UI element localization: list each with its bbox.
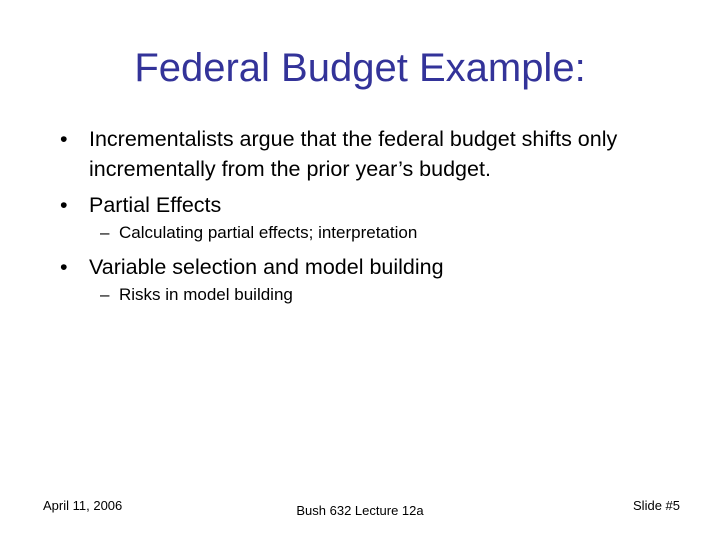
bullet-text: Partial Effects bbox=[89, 193, 222, 217]
sub-bullet-item bbox=[60, 222, 700, 244]
slide-body bbox=[60, 124, 700, 314]
sub-bullet-text: Calculating partial effects; interpretation bbox=[119, 223, 418, 242]
sub-bullet-marker: – bbox=[100, 223, 110, 242]
slide-title: Federal Budget Example: bbox=[134, 46, 586, 90]
bullet-item bbox=[60, 190, 700, 220]
bullet-text: Incrementalists argue that the federal budget shifts only incrementally from the prior year’s budget. bbox=[89, 127, 618, 181]
footer-slide-number: Slide #5 bbox=[633, 498, 680, 513]
bullet-item bbox=[60, 252, 700, 282]
sub-bullet-marker: – bbox=[100, 285, 110, 304]
bullet-item bbox=[60, 124, 700, 184]
bullet-marker: • bbox=[60, 255, 68, 279]
sub-bullet-item bbox=[60, 284, 700, 306]
sub-bullet-text: Risks in model building bbox=[119, 285, 293, 304]
bullet-marker: • bbox=[60, 193, 68, 217]
bullet-text: Variable selection and model building bbox=[89, 255, 444, 279]
footer-date: April 11, 2006 bbox=[43, 498, 123, 513]
bullet-marker: • bbox=[60, 127, 68, 151]
footer-lecture: Bush 632 Lecture 12a bbox=[296, 503, 424, 518]
